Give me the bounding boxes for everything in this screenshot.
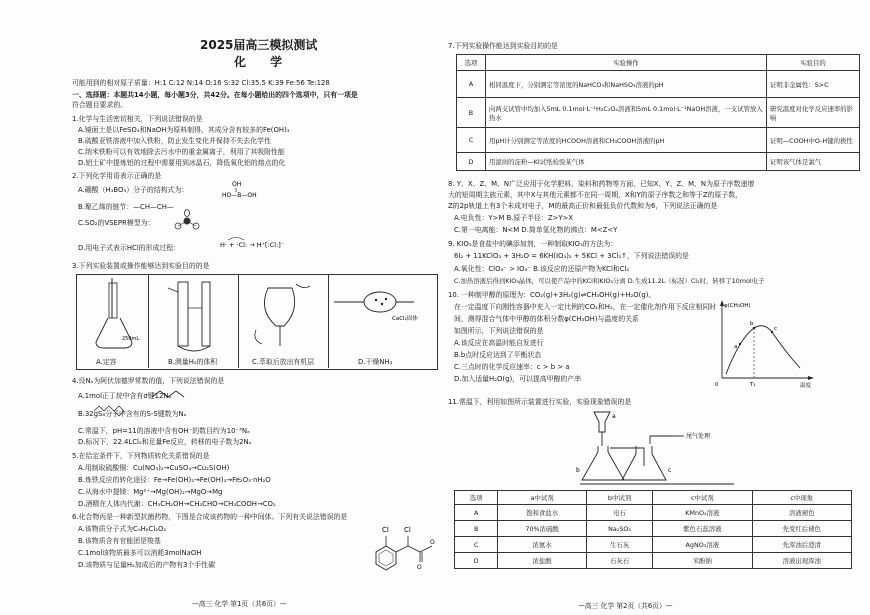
q11-cell: 先浑浊后澄清 xyxy=(752,537,851,553)
q11-cell: 生石灰 xyxy=(586,537,652,553)
q8-text: Z的2p轨道上有3个未成对电子，M的最高正价和最低负价代数和为6，下列说法正确的是 xyxy=(448,202,718,210)
section-heading-cont: 符合题目要求的。 xyxy=(72,101,128,109)
q6-option-a: A.该物质分子式为C₉H₈Cl₂O₂ xyxy=(78,525,167,533)
q3-divider xyxy=(328,274,329,368)
table-row xyxy=(457,98,860,128)
q5-option-a: A.用制取硫酸铜：Cu(NO₃)₂→CuSO₄→Cu₂S(OH) xyxy=(78,464,230,472)
question-8: 8. Y、X、Z、M、N广泛应用于化学肥料、染料和药物等方面，已知X、Y、Z、M、N为原子序数递增 xyxy=(448,180,755,188)
q11-header: a中试剂 xyxy=(498,491,587,505)
q10-option-a: A.该反应在高温时能自发进行 xyxy=(454,339,544,347)
q7-table xyxy=(456,54,860,171)
q7-header-purpose: 实验目的 xyxy=(767,55,860,71)
q7-cell: D xyxy=(457,153,486,171)
svg-text:Cl: Cl xyxy=(382,526,389,534)
q3-label-b: B.测量H₂的体积 xyxy=(168,358,218,366)
q3-divider xyxy=(148,274,149,368)
q11-table xyxy=(454,490,852,569)
q7-cell: C xyxy=(457,128,486,153)
tail-gas-label: 尾气处理 xyxy=(686,433,711,440)
svg-text:HO—B—OH: HO—B—OH xyxy=(222,192,257,199)
q11-cell: 苯酚钠 xyxy=(653,553,752,569)
q6-option-d: D.该物质与足量H₂加成后的产物有3个手性碳 xyxy=(78,561,215,569)
page-footer-right: —高三 化学 第2页（共6页）— xyxy=(578,602,673,610)
q11-table-header xyxy=(455,491,852,505)
right-page xyxy=(448,0,860,615)
atomic-masses: 可能用到的相对原子质量：H:1 C:12 N:14 O:16 S:32 Cl:35.5 K:39 Fe:56 Te:128 xyxy=(72,79,330,87)
q9-options-ab: A.氧化性：ClO₃⁻ > IO₃⁻ B.该反应的还原产物为KCl和Cl₂ xyxy=(454,265,630,273)
q2-option-d: D.用电子式表示HCl的形成过程： xyxy=(78,244,181,252)
graph-origin: 0 xyxy=(715,382,719,388)
q7-header-operation: 实验操作 xyxy=(486,55,767,71)
q7-cell: 证明—COOH中O-H键的极性 xyxy=(767,128,860,153)
q11-cell: 电石 xyxy=(586,505,652,521)
q1-option-a: A.镜面土是以FeSO₄和NaOH为原料制得，其成分含有较多的Fe(OH)₃ xyxy=(78,126,290,134)
q11-cell: 石灰石 xyxy=(586,553,652,569)
q11-header: 选项 xyxy=(455,491,498,505)
exam-subject: 化 学 xyxy=(234,55,293,69)
svg-text:O: O xyxy=(417,564,422,571)
q11-cell: 70%浓硫酸 xyxy=(498,521,587,537)
point-c-label: c xyxy=(774,326,778,332)
q3-divider xyxy=(238,274,239,368)
svg-text:O: O xyxy=(430,539,435,546)
apparatus-b-label: b xyxy=(576,467,580,474)
molecule-structure xyxy=(362,518,442,578)
point-a-label: a xyxy=(734,344,738,350)
q8-options-ab: A.电负性：Y>M B.原子半径：Z>Y>X xyxy=(454,214,574,222)
q7-cell: 证明该气体是氯气 xyxy=(767,153,860,171)
question-11: 11.常温下，利用如图所示装置进行实验，实验现象错误的是 xyxy=(448,398,632,406)
table-row xyxy=(457,71,860,98)
table-row xyxy=(455,505,852,521)
q3-label-c: C.萃取后放出有机层 xyxy=(252,358,315,366)
exam-title: 2025届高三模拟测试 xyxy=(200,38,318,52)
q4-option-a: A.1mol正丁烷中含有σ键12Nₐ xyxy=(78,392,172,400)
q11-cell: 紫色石蕊溶液 xyxy=(653,521,752,537)
hcl-electron-formula xyxy=(220,237,330,251)
q2-option-a: A.硼酸（H₃BO₃）分子的结构式为： xyxy=(78,186,189,194)
q7-cell: 相同温度下，分别测定等浓度的NaHCO₃和NaHSO₃溶液的pH xyxy=(486,71,767,98)
q8-text: 大的短周期主族元素，其中X与其他元素都不在同一周期，X和Y的原子序数之和等于Z的原子数， xyxy=(448,191,742,199)
table-row xyxy=(455,521,852,537)
q11-cell: 溶液出现浑浊 xyxy=(752,553,851,569)
q11-cell: 浓盐酸 xyxy=(498,553,587,569)
q6-option-b: B.该物质含有官能团是羧基 xyxy=(78,537,161,545)
q3-label-d: D.干燥NH₃ xyxy=(358,358,393,366)
q11-cell: 浓氨水 xyxy=(498,537,587,553)
q11-cell: AgNO₃溶液 xyxy=(653,537,752,553)
graph-x-label: 温度 xyxy=(800,383,812,388)
q5-option-c: C.从海水中提镁：Mg²⁺→Mg(OH)₂→MgO→Mg xyxy=(78,488,223,496)
q7-cell: 证明非金属性：S>C xyxy=(767,71,860,98)
q11-cell: KMnO₄溶液 xyxy=(653,505,752,521)
q7-cell: 研究温度对化学反应速率的影响 xyxy=(767,98,860,128)
q11-cell: 先变红后褪色 xyxy=(752,521,851,537)
q7-cell: B xyxy=(457,98,486,128)
vsepr-model xyxy=(172,209,202,231)
drying-tube xyxy=(334,282,434,342)
q7-cell: 用pH计分别测定等浓度的HCOOH溶液和CH₃COOH溶液的pH xyxy=(486,128,767,153)
q1-option-b: B.硫酸亚铁溶液中加入铁粉，防止发生变化并保持不失去化学性 xyxy=(78,137,271,145)
q4-option-d: D.标况下，22.4LCl₂和足量Fe反应，转移的电子数为2Nₐ xyxy=(78,438,252,446)
apparatus-a-label: a xyxy=(612,413,616,420)
page-footer-left: —高三 化学 第1页（共6页）— xyxy=(192,600,287,608)
butane-skeletal xyxy=(150,388,186,400)
table-row xyxy=(455,537,852,553)
table-row xyxy=(457,128,860,153)
graph-t-label: T₁ xyxy=(750,382,756,388)
q10-text: 在一定温度下向刚性容器中充入一定比例的CO₂和H₂，在一定催化剂作用下反应相同时 xyxy=(454,303,717,311)
q11-cell: 饱和食盐水 xyxy=(498,505,587,521)
question-4: 4.设Nₐ为阿伏加德罗常数的值，下列说法错误的是 xyxy=(72,377,225,385)
q7-cell: A xyxy=(457,71,486,98)
left-page xyxy=(72,0,440,615)
q2-option-b: B.聚乙烯的链节：—CH—CH— xyxy=(78,203,174,211)
volumetric-flask xyxy=(86,278,146,358)
q7-cell: 用湿润的淀粉—KI试纸检验某气体 xyxy=(486,153,767,171)
gas-burette xyxy=(158,278,236,356)
q11-cell: C xyxy=(455,537,498,553)
drying-agent-label: CaCl₂固体 xyxy=(392,316,418,322)
s8-ring xyxy=(92,404,126,418)
methanol-temperature-graph xyxy=(710,298,830,388)
q11-header: b中试剂 xyxy=(586,491,652,505)
svg-text:Cl: Cl xyxy=(404,526,411,534)
table-row xyxy=(455,553,852,569)
separatory-funnel xyxy=(246,280,326,356)
question-9: 9. KIO₃是食盐中的碘添加剂，一种制取KIO₃的方法为： xyxy=(448,240,618,248)
q2-option-c: C.SO₂的VSEPR模型为： xyxy=(78,219,155,227)
q1-option-c: C.纳米铁粉可以有效地除去污水中的重金属离子，利用了其吸附性能 xyxy=(78,148,285,156)
q9-options-cd: C.加热溶液后得到KIO₃晶体，可以使产品中的KCl和KIO₃分离 D.生成11.2L（标况）Cl₂时，转移了10mol电子 xyxy=(454,277,765,285)
q4-option-b: B.32gS₈分子中含有的S-S键数为Nₐ xyxy=(78,410,187,418)
q7-cell: 向两支试管中均加入5mL 0.1mol·L⁻¹H₂C₂O₄溶液和5mL 0.1mol·L⁻¹NaOH溶液，一支试管放入热水 xyxy=(486,98,767,128)
section-heading: 一、选择题：本题共14小题，每小题3分，共42分。在每小题给出的四个选项中，只有一项是 xyxy=(72,91,358,99)
q10-text: 间，测得混合气体中甲醇的体积分数φ(CH₃OH)与温度的关系 xyxy=(454,315,639,323)
q7-header-option: 选项 xyxy=(457,55,486,71)
svg-text:OH: OH xyxy=(232,181,242,188)
gas-generation-apparatus xyxy=(574,406,744,488)
point-b-label: b xyxy=(750,321,754,327)
graph-y-label: φ(CH₃OH) xyxy=(724,303,751,309)
question-7: 7.下列实验操作能达到实验目的的是 xyxy=(448,42,558,50)
q10-text: 如图所示，下列说法错误的是 xyxy=(454,327,544,335)
table-row xyxy=(457,153,860,171)
q11-cell: 溶液褪色 xyxy=(752,505,851,521)
q11-header: c中现象 xyxy=(752,491,851,505)
svg-text:H· + ·Cl: → H⁺[:Cl:]⁻: H· + ·Cl: → H⁺[:Cl:]⁻ xyxy=(220,241,285,249)
question-1: 1.化学与生活密切相关，下列说法错误的是 xyxy=(72,115,203,123)
boric-acid-structure xyxy=(222,179,282,201)
question-2: 2.下列化学用语表示正确的是 xyxy=(72,172,162,180)
q11-header: c中试剂 xyxy=(653,491,752,505)
q11-cell: B xyxy=(455,521,498,537)
q1-option-d: D.铝土矿中提炼铝的过程中需要用到冰晶石，降低氧化铝的熔点的化 xyxy=(78,159,286,167)
q5-option-d: D.酒精在人体内代谢：CH₃CH₂OH→CH₃CHO→CH₃COOH→CO₂ xyxy=(78,500,276,508)
q10-option-b: B.b点时反应达到了平衡状态 xyxy=(454,351,542,359)
question-6: 6.化合物丙是一种新型抗菌药物，下图是合成该药物的一种中间体。下列有关说法错误的是 xyxy=(72,513,348,521)
q10-option-c: C.三点时的化学反应速率：c > b > a xyxy=(454,363,570,371)
q6-option-c: C.1mol该物质最多可以消耗3molNaOH xyxy=(78,549,202,557)
question-3: 3.下列实验装置或操作能够达到实验目的的是 xyxy=(72,262,210,270)
apparatus-c-label: c xyxy=(668,467,672,474)
q4-option-c: C.常温下，pH=11的溶液中含有OH⁻的数目约为10⁻³Nₐ xyxy=(78,427,250,435)
question-10: 10. 一种制甲醇的原理为：CO₂(g)+3H₂(g)⇌CH₃OH(g)+H₂O(g)。 xyxy=(448,291,656,299)
q11-cell: D xyxy=(455,553,498,569)
q11-cell: A xyxy=(455,505,498,521)
q10-option-d: D.加入适量H₂O(g)，可以提高甲醇的产率 xyxy=(454,375,582,383)
q7-table-header xyxy=(457,55,860,71)
q5-option-b: B.炼铁反应的转化途径：Fe→Fe(OH)₂→Fe(OH)₃→Fe₂O₃·nH₂O xyxy=(78,476,271,484)
q9-equation: 6I₂ + 11KClO₃ + 3H₂O = 6KH(IO₃)₂ + 5KCl + 3Cl₂↑，下列说法错误的是 xyxy=(454,252,689,260)
q11-cell: Na₂SO₃ xyxy=(586,521,652,537)
flask-volume-label: 250mL xyxy=(122,336,140,342)
q3-label-a: A.定容 xyxy=(96,358,117,366)
q8-options-cd: C.第一电离能：N<M D.简单氢化物的沸点：M<Z<Y xyxy=(454,226,618,234)
question-5: 5.在给定条件下，下列物质转化关系错误的是 xyxy=(72,452,210,460)
